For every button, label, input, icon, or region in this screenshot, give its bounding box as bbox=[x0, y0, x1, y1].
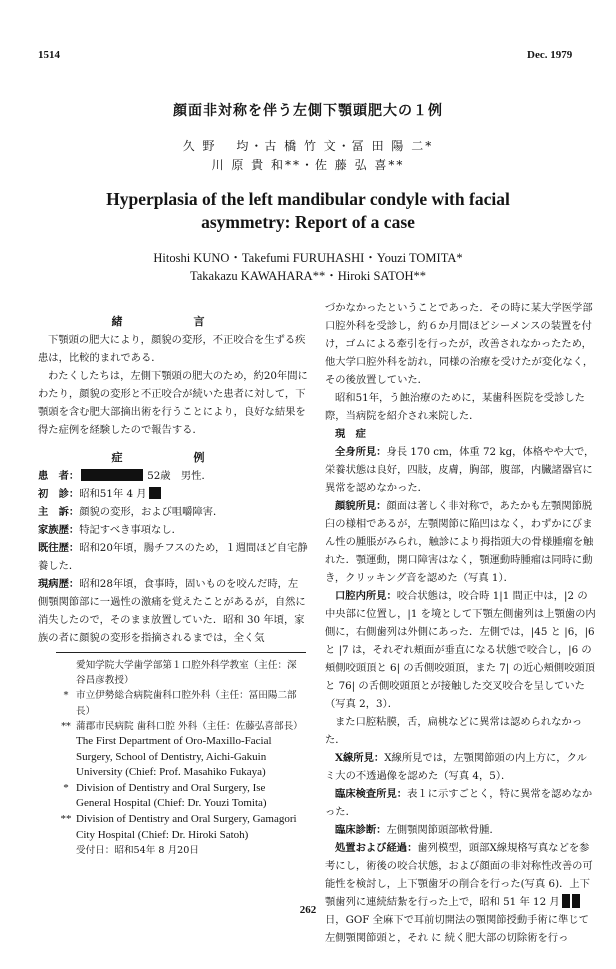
authors-japanese-line1: 久 野 均・古 橋 竹 文・冨 田 陽 二* bbox=[182, 139, 434, 153]
affiliation-2: * 市立伊勢総合病院歯科口腔外科（主任：冨田陽二部長） bbox=[63, 690, 297, 717]
affiliation-3: ** 蒲郡市民病院 歯科口腔 外科（主任：佐藤弘喜部長） bbox=[61, 720, 303, 732]
right-column bbox=[325, 299, 597, 947]
issue-date: Dec. 1979 bbox=[527, 49, 573, 61]
affiliation-footnotes bbox=[56, 658, 302, 858]
facial-findings-paragraph: 顔貌所見：顔面は著しく非対称で，あたかも左顎関節脱臼の様相であるが，左顎関節に陥凹はなく，わずかにびまん性の腫脹がみられ，触診により拇指頭大の骨様腫瘤を触れた．顎運動，開口障害はなく，顎運動時腫瘤は同時に動き，クリッキング音を認めた（写真 1）． bbox=[325, 500, 594, 584]
affiliation-2-english: * Division of Dentistry and Oral Surgery, Ise General Hospital (Chief: Dr. Youzi Tomita) bbox=[63, 781, 267, 810]
section-heading-case: 症 例 bbox=[111, 451, 235, 464]
patient-line: 患 者： 52歳 男性． bbox=[38, 470, 212, 482]
section-heading-introduction: 緒 言 bbox=[111, 315, 235, 328]
left-column bbox=[38, 313, 308, 647]
referral-paragraph: 昭和51年，う蝕治療のために，某歯科医院を受診した際，当病院を紹介され来院した． bbox=[325, 392, 585, 422]
lab-findings-paragraph: 臨床検査所見：表１に示すごとく，特に異常を認めなかった． bbox=[325, 788, 593, 818]
redaction-bar bbox=[81, 469, 143, 481]
clinical-diagnosis-paragraph: 臨床診断：左側顎関節頭部軟骨腫． bbox=[335, 824, 500, 836]
authors-english-line1: Hitoshi KUNO・Takefumi FURUHASHI・Youzi TOMITA* bbox=[153, 251, 463, 265]
title-japanese: 顔面非対称を伴う左側下顎頭肥大の１例 bbox=[173, 103, 443, 119]
first-visit-line: 初 診：昭和51年 4 月 bbox=[38, 485, 308, 503]
family-history-line: 家族歴：特記すべき事項なし． bbox=[38, 524, 182, 536]
page-number-footer: 262 bbox=[299, 904, 317, 916]
affiliation-1: 愛知学院大学歯学部第１口腔外科学教室（主任：深谷昌彦教授） bbox=[76, 660, 297, 687]
affiliation-3-english: ** Division of Dentistry and Oral Surgery, Gamagori City Hospital (Chief: Dr. Hiroki Satoh) bbox=[60, 812, 297, 841]
chief-complaint-line: 主 訴：顔貌の変形，および咀嚼障害． bbox=[38, 506, 224, 518]
xray-findings-paragraph: X線所見：X線所見では，左顎関節頭の内上方に，クルミ大の不透過像を認めた（写真 4，5）． bbox=[325, 752, 587, 782]
authors-japanese-line2: 川 原 貴 和**・佐 藤 弘 喜** bbox=[211, 158, 405, 172]
intro-paragraph-2: わたくしたちは，左側下顎頭の肥大のため，約20年間にわたり，顔貌の変形と不正咬合が続いた患者に対して，下顎頭を含む肥大部摘出術を行うことにより，良好な結果を得た症例を経験したので報告する． bbox=[38, 370, 308, 436]
received-date: 受付日：昭和54年 8 月20日 bbox=[76, 845, 199, 857]
affiliation-1-english: The First Department of Oro-Maxillo-Facial Surgery, School of Dentistry, Aichi-Gakuin University (Chief: Prof. Masahiko Fukaya) bbox=[76, 735, 272, 779]
title-english-line2: asymmetry: Report of a case bbox=[201, 212, 415, 232]
oral-mucosa-paragraph: また口腔粘膜，舌，扁桃などに異常は認められなかった． bbox=[325, 716, 583, 746]
intraoral-findings-paragraph: 口腔内所見：咬合状態は，咬合時 1|1 間正中は，|2 の中央部に位置し，|1 を境として下顎左側歯列は上顎歯の内側に，右側歯列は外側にあった．左側では，|45 と |6，|6 と |7 は，それぞれ頬面が垂直になる状態で咬合し，|6 の頬側咬頭頂と 6| の舌側咬頭頂，また 7| の近心頬側咬頭頂と 76| の舌側咬頭頂とが接触した交叉咬合を呈していた（写真 2，3）． bbox=[325, 590, 596, 710]
past-history-paragraph: 既往歴：昭和20年頃，腸チフスのため，１週間ほど自宅静養した． bbox=[38, 542, 308, 572]
title-english-line1: Hyperplasia of the left mandibular condyle with facial bbox=[106, 189, 510, 209]
page-number-header: 1514 bbox=[38, 49, 60, 61]
redaction-bar bbox=[149, 487, 161, 499]
present-illness-paragraph: 現病歴：昭和28年頃，食事時，固いものを咬んだ時，左側顎関節部に一過性の激痛を覚えたことがあるが，自然に消失したので，そのまま放置していた．昭和 30 年頃，家族の者に顔貌の変形を指摘されるまでは，全く気 bbox=[38, 578, 306, 644]
section-heading-current-status: 現 症 bbox=[335, 428, 366, 440]
history-continued-paragraph: づかなかったということであった．その時に某大学医学部口腔外科を受診し，約６か月間ほどシーメンスの装置を付け，ゴムによる牽引を行ったが，改善されなかったため，他大学口腔外科を訪れ，同様の治療を受けたが変化なく，その後放置していた． bbox=[325, 302, 594, 386]
intro-paragraph-1: 下顎頭の肥大により，顔貌の変形，不正咬合を生ずる疾患は，比較的まれである． bbox=[38, 334, 306, 364]
treatment-paragraph: 処置および経過：歯列模型，頭部X線規格写真などを参考にし，術後の咬合状態，および顔面の非対称性改善の可能性を検討し，上下顎歯牙の削合を行った(写真 6)．上下顎歯列に連続結紮を行った上で，昭和 51 年 12 月日，GOF 全麻下で耳前切開法の顎関節授動手術に準じて左側顎関節頭と，それ に 続く肥大部の切除術を行っ bbox=[325, 842, 593, 944]
general-findings-paragraph: 全身所見：身長 170 cm，体重 72 kg，体格やや大で，栄養状態は良好，四肢，皮膚，胸部，腹部，内臓諸器官に異常を認めなかった． bbox=[325, 446, 595, 494]
footnote-divider bbox=[56, 652, 306, 653]
authors-english-line2: Takakazu KAWAHARA**・Hiroki SATOH** bbox=[189, 269, 427, 283]
